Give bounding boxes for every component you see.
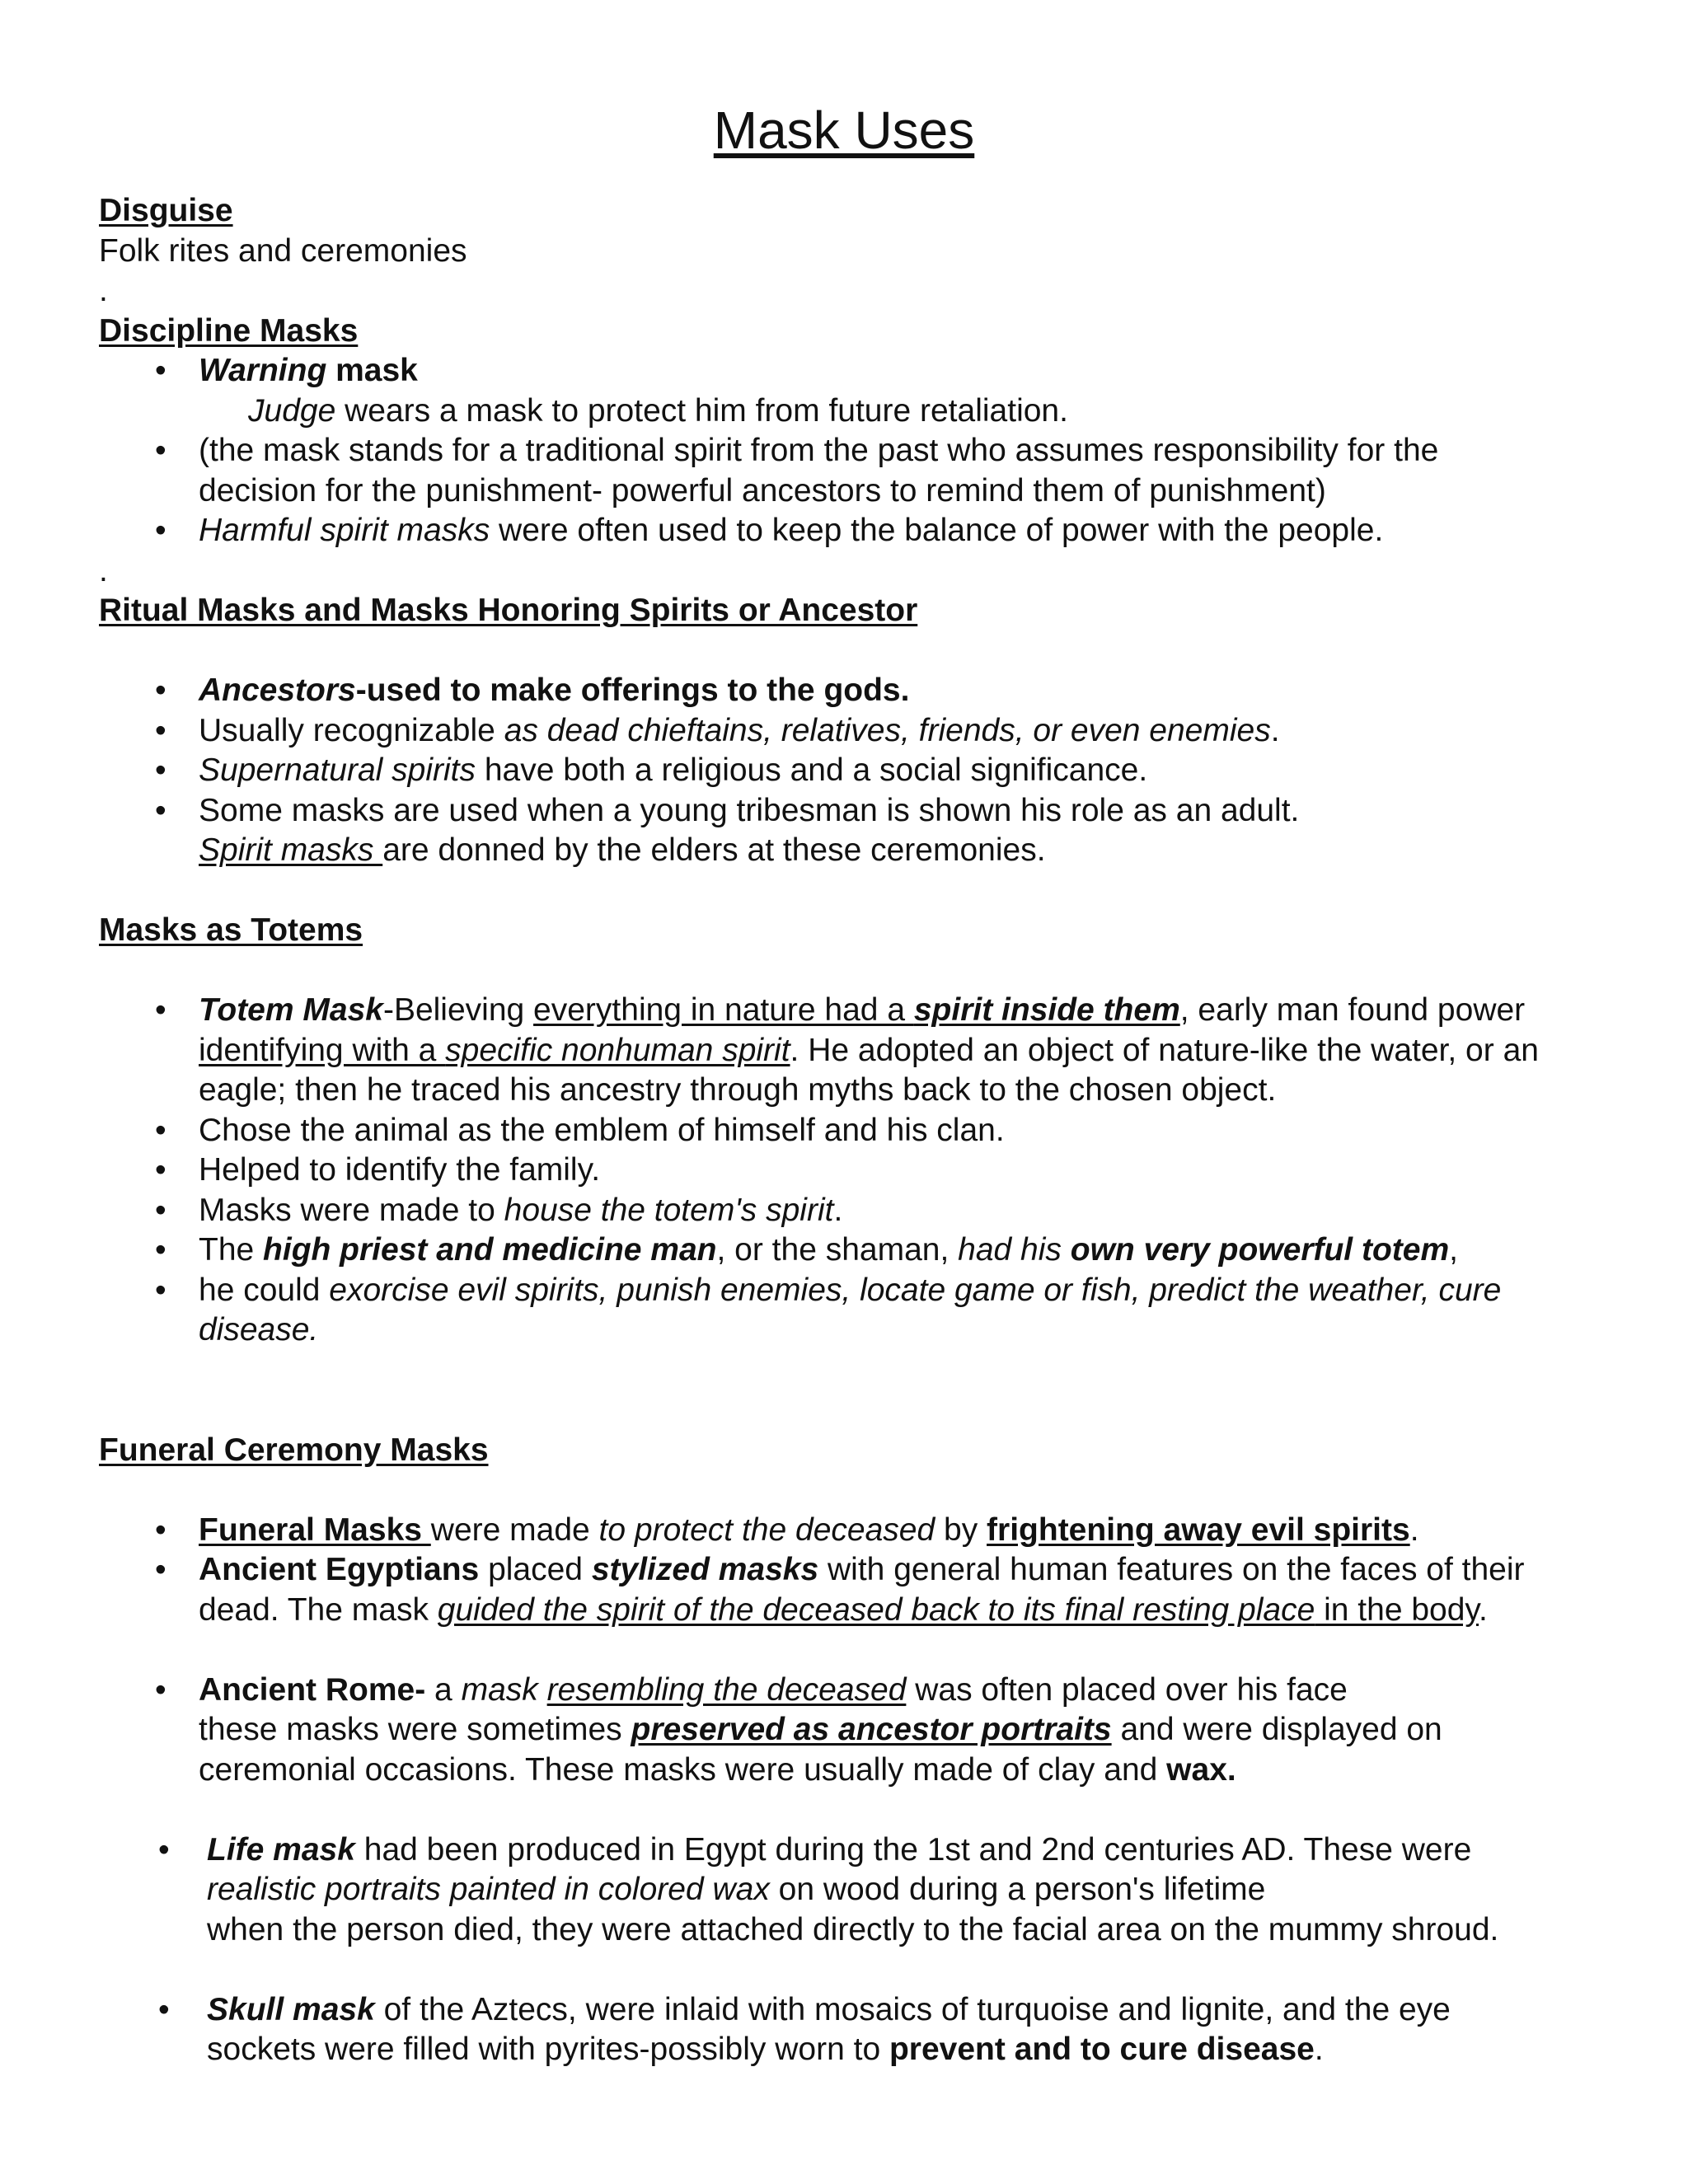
funeral-list-skull (99, 1990, 1582, 2070)
list-item: • Usually recognizable as dead chieftains, relatives, friends, or even enemies. (99, 711, 1582, 752)
ritual-list (99, 671, 1582, 871)
document-body (99, 191, 1582, 2070)
discipline-list-cont (99, 431, 1582, 551)
section-heading-ritual: Ritual Masks and Masks Honoring Spirits or Ancestor (99, 593, 918, 628)
list-item: • Totem Mask-Believing everything in nature had a spirit inside them, early man found power identifying with a specific nonhuman spirit. He adopted an object of nature-like the water, or an eagle; then he traced his ancestry through myths back to the chosen object. (99, 991, 1582, 1111)
separator-dot: . (99, 273, 108, 308)
list-item: • (the mask stands for a traditional spirit from the past who assumes responsibility for the decision for the punishment- powerful ancestors to remind them of punishment) (99, 431, 1582, 511)
list-item: • Ancient Egyptians placed stylized masks with general human features on the faces of their dead. The mask guided the spirit of the deceased back to its final resting place in the body. (99, 1550, 1582, 1630)
list-item: • Chose the animal as the emblem of himself and his clan. (99, 1111, 1582, 1151)
list-item: • Supernatural spirits have both a religious and a social significance. (99, 751, 1582, 791)
discipline-list (99, 351, 1582, 391)
list-item: • Skull mask of the Aztecs, were inlaid with mosaics of turquoise and lignite, and the eye sockets were filled with pyrites-possibly worn to prevent and to cure disease. (99, 1990, 1582, 2070)
totems-list (99, 991, 1582, 1351)
funeral-list-rome (99, 1671, 1582, 1791)
disguise-text: Folk rites and ceremonies (99, 232, 467, 269)
list-item: • Ancestors-used to make offerings to the gods. (99, 671, 1582, 711)
list-item: • The high priest and medicine man, or the shaman, had his own very powerful totem, (99, 1230, 1582, 1271)
list-item: • he could exorcise evil spirits, punish enemies, locate game or fish, predict the weather, cure disease. (99, 1271, 1582, 1351)
list-item: • Helped to identify the family. (99, 1151, 1582, 1191)
page-title: Mask Uses (713, 101, 975, 160)
list-item: • Funeral Masks were made to protect the deceased by frightening away evil spirits. (99, 1511, 1582, 1551)
list-item: • Warning mask (99, 351, 1582, 391)
section-heading-totems: Masks as Totems (99, 912, 363, 948)
list-item: • Masks were made to house the totem's spirit. (99, 1191, 1582, 1231)
list-item: • Some masks are used when a young tribesman is shown his role as an adult. Spirit masks are donned by the elders at these ceremonies. (99, 791, 1582, 871)
section-heading-disguise: Disguise (99, 193, 233, 228)
list-item: • Life mask had been produced in Egypt during the 1st and 2nd centuries AD. These were realistic portraits painted in colored wax on wood during a person's lifetime when the person died, they were attached directly to the facial area on the mummy shroud. (99, 1830, 1582, 1951)
section-heading-discipline: Discipline Masks (99, 312, 359, 349)
section-heading-funeral: Funeral Ceremony Masks (99, 1432, 489, 1468)
funeral-list (99, 1511, 1582, 1631)
list-item: • Ancient Rome- a mask resembling the deceased was often placed over his face these masks were sometimes preserved as ancestor portraits and were displayed on ceremonial occasions. These masks were usually made of clay and wax. (99, 1671, 1582, 1791)
separator-dot: . (99, 552, 108, 588)
discipline-subtext: Judge wears a mask to protect him from future retaliation. (248, 392, 1068, 429)
list-item: • Harmful spirit masks were often used to keep the balance of power with the people. (99, 511, 1582, 551)
funeral-list-life (99, 1830, 1582, 1951)
